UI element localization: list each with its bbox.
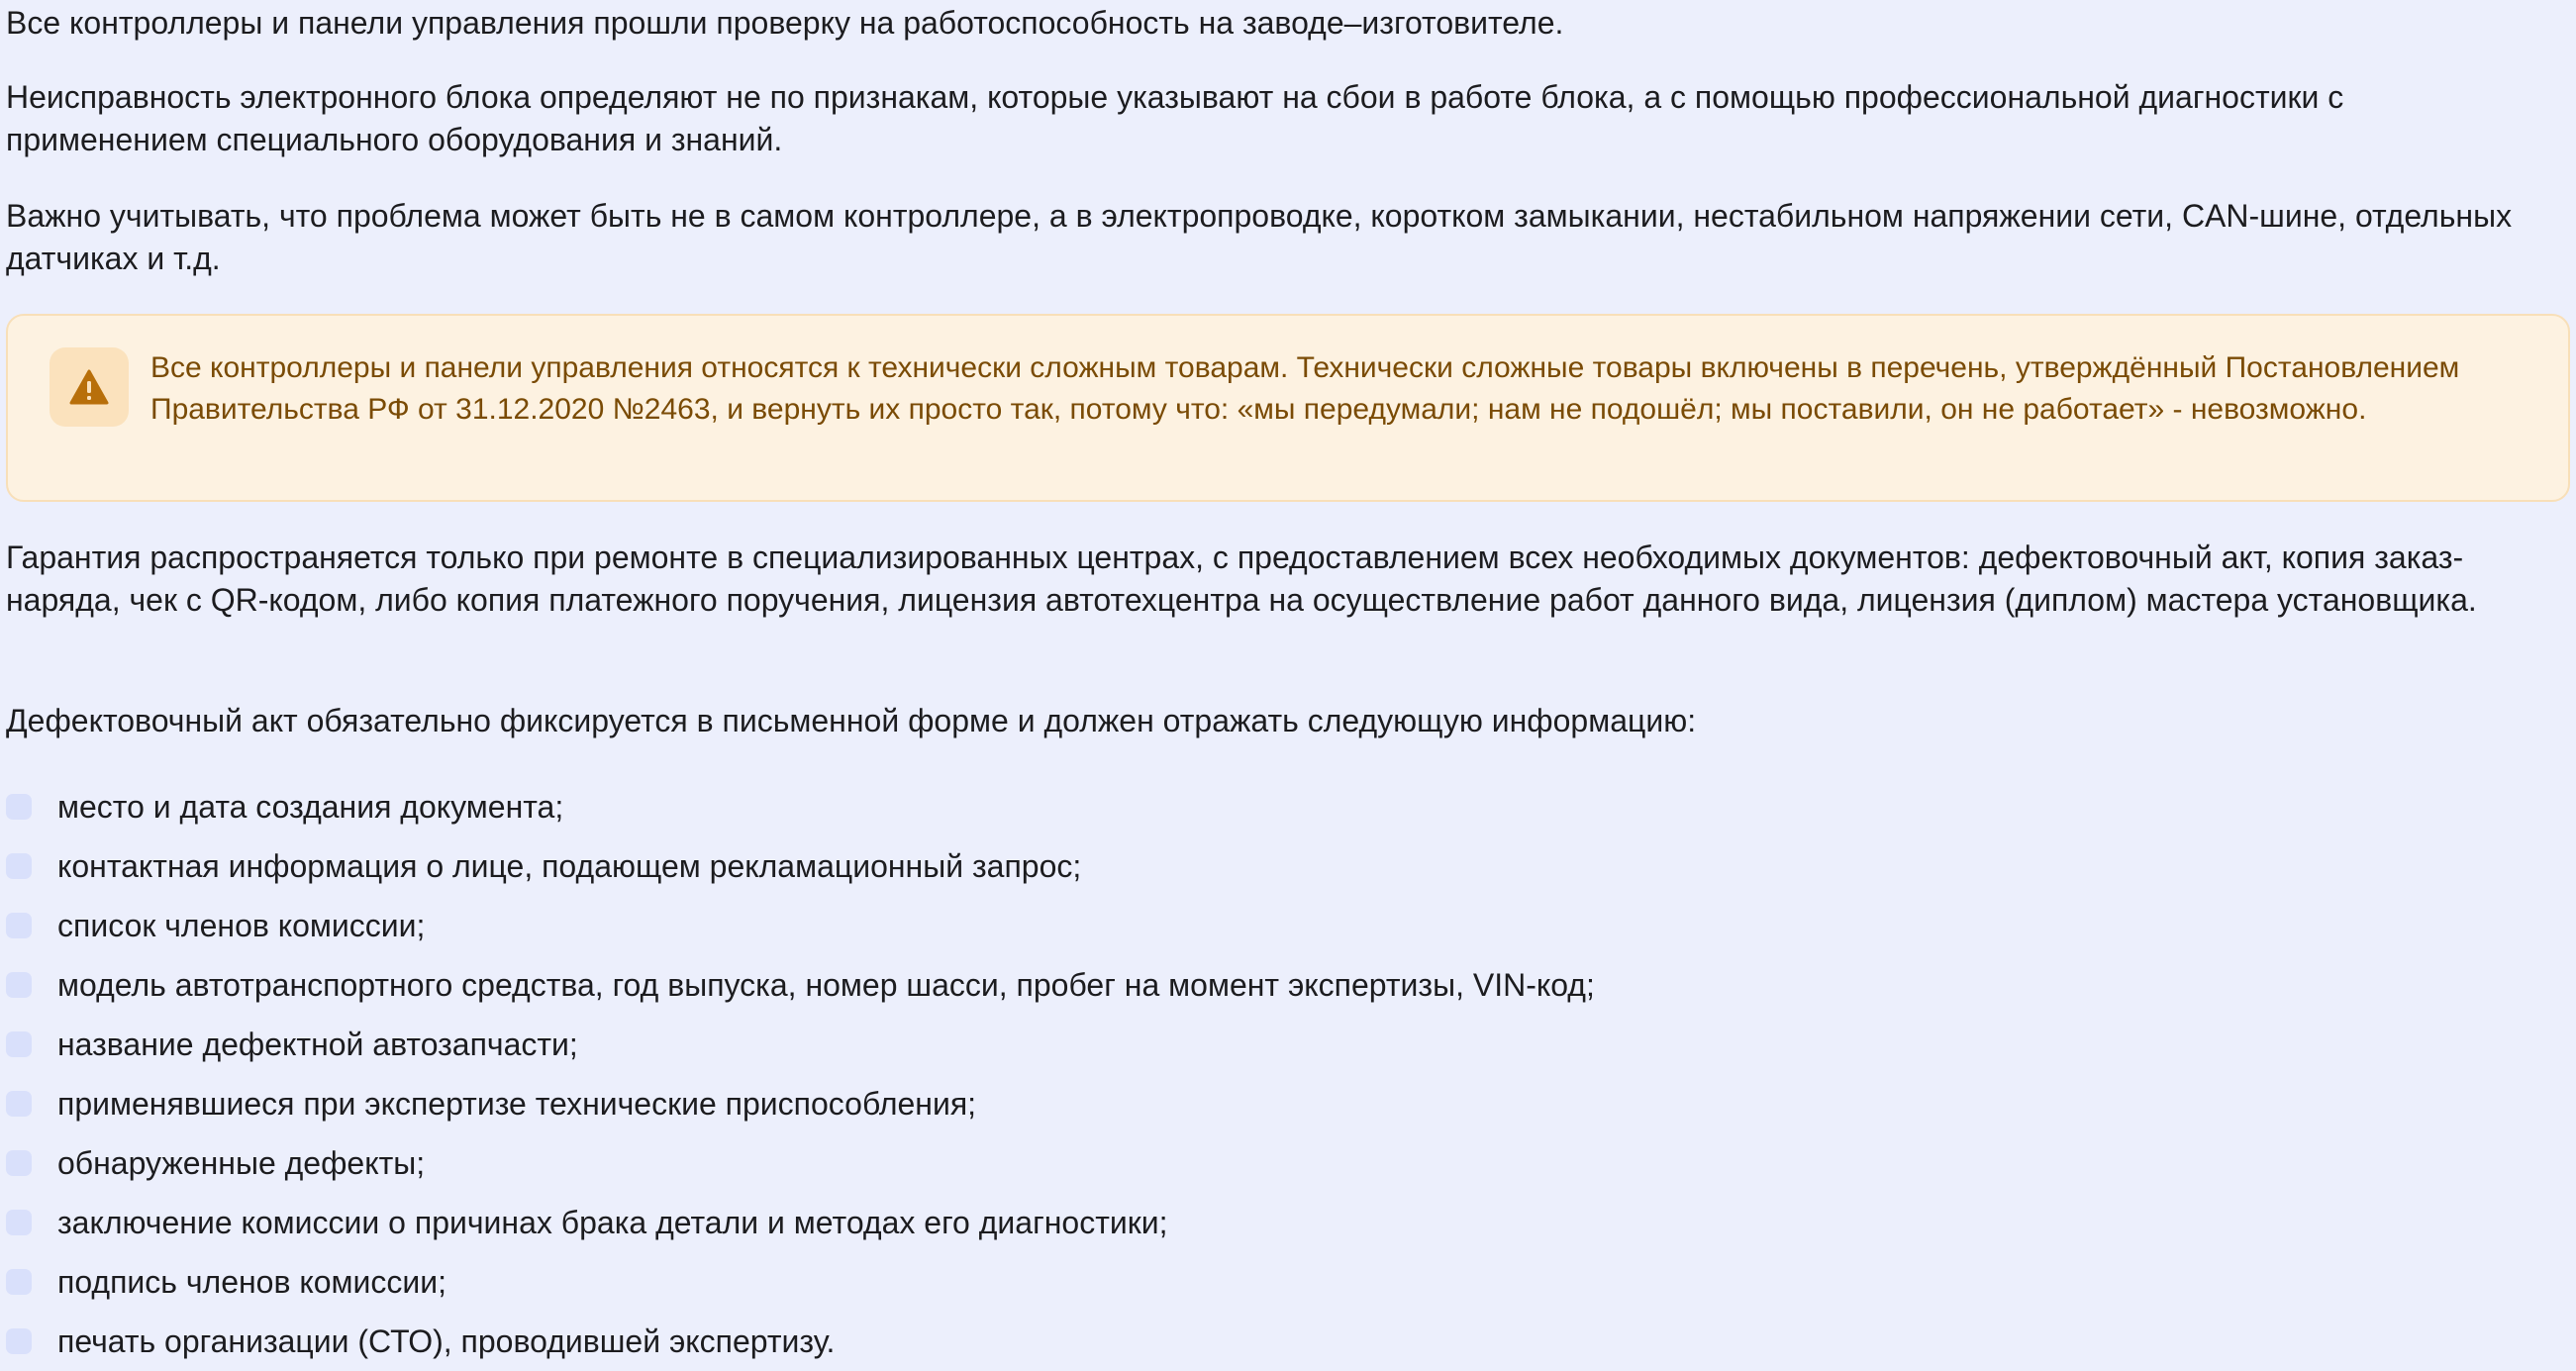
warranty-paragraph: Гарантия распространяется только при ремонте в специализированных центрах, с предоставлением всех необходимых документов: дефектовочный акт, копия заказ-наряда, чек с QR-кодом, либо копия платежного поручения, лицензия автотехцентра на осуществление работ данного вида, лицензия (диплом) мастера установщика. [6, 539, 2477, 618]
list-item [6, 1015, 1595, 1074]
list-item-text: заключение комиссии о причинах брака детали и методах его диагностики; [57, 1204, 1168, 1240]
list-item-text: контактная информация о лице, подающем рекламационный запрос; [57, 847, 1082, 884]
list-bullet [6, 794, 32, 820]
list-bullet [6, 1328, 32, 1354]
diagnostics-paragraph: Неисправность электронного блока определяют не по признакам, которые указывают на сбои в работе блока, а с помощью профессиональной диагностики с применением специального оборудования и знаний. [6, 79, 2344, 157]
list-item-text: обнаруженные дефекты; [57, 1144, 426, 1181]
list-item [6, 777, 1595, 836]
list-item [6, 836, 1595, 896]
list-item [6, 955, 1595, 1015]
list-item [6, 1193, 1595, 1252]
list-item [6, 1133, 1595, 1193]
warning-notice-text: Все контроллеры и панели управления относятся к технически сложным товарам. Технически сложные товары включены в перечень, утверждённый Постановлением Правительства РФ от 31.12.2020 №2463, и вернуть их просто так, потому что: «мы передумали; нам не подошёл; мы поставили, он не работает» - невозможно. [150, 351, 2460, 426]
list-bullet [6, 913, 32, 938]
list-item-text: место и дата создания документа; [57, 788, 564, 825]
list-item-text: название дефектной автозапчасти; [57, 1026, 578, 1062]
list-bullet [6, 1031, 32, 1057]
list-bullet [6, 1210, 32, 1235]
list-bullet [6, 1091, 32, 1117]
list-bullet [6, 972, 32, 998]
list-item-text: подпись членов комиссии; [57, 1263, 447, 1300]
list-bullet [6, 853, 32, 879]
list-item-text: модель автотранспортного средства, год выпуска, номер шасси, пробег на момент экспертизы, VIN-код; [57, 966, 1595, 1003]
list-item-text: применявшиеся при экспертизе технические приспособления; [57, 1085, 977, 1122]
list-item [6, 1312, 1595, 1371]
list-item-text: список членов комиссии; [57, 907, 426, 943]
warning-notice [6, 314, 2570, 502]
list-bullet [6, 1269, 32, 1295]
list-item [6, 1252, 1595, 1312]
list-item-text: печать организации (СТО), проводившей экспертизу. [57, 1322, 836, 1359]
list-item [6, 896, 1595, 955]
defect-act-requirements-list [6, 777, 1595, 1371]
defect-act-paragraph: Дефектовочный акт обязательно фиксируется в письменной форме и должен отражать следующую информацию: [6, 703, 1697, 738]
warning-icon [50, 347, 129, 427]
intro-paragraph: Все контроллеры и панели управления прошли проверку на работоспособность на заводе–изготовителе. [6, 5, 1564, 41]
causes-paragraph: Важно учитывать, что проблема может быть не в самом контроллере, а в электропроводке, коротком замыкании, нестабильном напряжении сети, CAN-шине, отдельных датчиках и т.д. [6, 198, 2513, 276]
list-bullet [6, 1150, 32, 1176]
list-item [6, 1074, 1595, 1133]
